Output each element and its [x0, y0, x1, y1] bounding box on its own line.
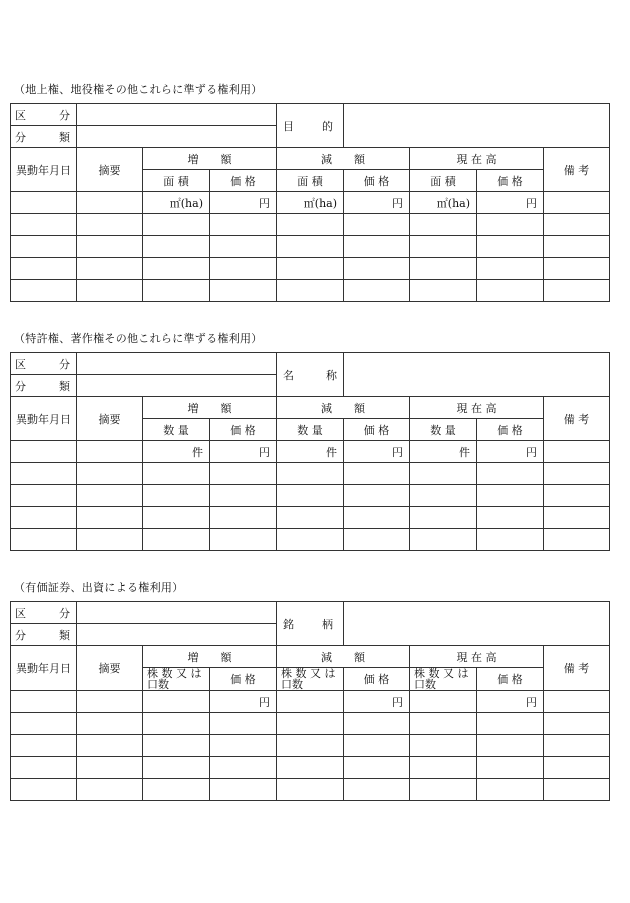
unit-count[interactable]: 件	[410, 441, 477, 463]
quantity-header: 数 量	[277, 419, 344, 441]
cell[interactable]	[77, 192, 143, 214]
gengaku-header: 減 額	[277, 148, 410, 170]
cell[interactable]	[544, 258, 610, 280]
cell[interactable]	[77, 485, 143, 507]
cell[interactable]	[277, 779, 344, 801]
cell[interactable]	[277, 485, 344, 507]
table-row	[11, 529, 610, 551]
tekiyo-header: 摘要	[77, 397, 143, 441]
cell[interactable]	[11, 779, 77, 801]
cell[interactable]	[77, 441, 143, 463]
cell[interactable]	[544, 757, 610, 779]
cell[interactable]	[477, 258, 544, 280]
cell[interactable]	[143, 529, 210, 551]
biko-header: 備 考	[544, 646, 610, 691]
price-header: 価 格	[477, 419, 544, 441]
table-row	[11, 507, 610, 529]
bunrui-field[interactable]	[77, 624, 277, 646]
cell[interactable]	[477, 485, 544, 507]
cell[interactable]	[77, 691, 143, 713]
cell[interactable]	[210, 236, 277, 258]
area-header: 面 積	[277, 170, 344, 192]
kubun-label: 区 分	[11, 104, 77, 126]
cell[interactable]	[11, 192, 77, 214]
unit-yen[interactable]: 円	[477, 691, 544, 713]
kubun-field[interactable]	[77, 602, 277, 624]
brand-field[interactable]	[344, 602, 610, 646]
gengaku-header: 減 額	[277, 646, 410, 668]
shares-header: 株 数 又 は 口数	[143, 668, 210, 691]
quantity-header: 数 量	[143, 419, 210, 441]
price-header: 価 格	[344, 170, 410, 192]
cell[interactable]	[143, 463, 210, 485]
purpose-label: 目 的	[277, 104, 344, 148]
ledger-table-land-rights	[10, 103, 610, 302]
cell[interactable]	[77, 214, 143, 236]
cell[interactable]	[477, 757, 544, 779]
cell[interactable]	[410, 258, 477, 280]
cell[interactable]	[210, 779, 277, 801]
biko-header: 備 考	[544, 397, 610, 441]
price-header: 価 格	[210, 668, 277, 691]
cell[interactable]	[277, 507, 344, 529]
table-row	[11, 280, 610, 302]
cell[interactable]	[210, 713, 277, 735]
cell[interactable]	[210, 735, 277, 757]
cell[interactable]	[544, 691, 610, 713]
cell[interactable]	[11, 485, 77, 507]
cell[interactable]	[210, 258, 277, 280]
cell[interactable]	[210, 485, 277, 507]
cell[interactable]	[77, 463, 143, 485]
table-row	[11, 258, 610, 280]
cell[interactable]	[544, 236, 610, 258]
table-row	[11, 214, 610, 236]
cell[interactable]	[544, 779, 610, 801]
table-row	[11, 485, 610, 507]
cell[interactable]	[477, 507, 544, 529]
section-caption: （特許権、著作権その他これらに準ずる権利用）	[14, 332, 263, 345]
table-row	[11, 463, 610, 485]
cell[interactable]	[410, 529, 477, 551]
ido-date-header: 異動年月日	[11, 646, 77, 691]
cell[interactable]	[277, 529, 344, 551]
cell[interactable]	[344, 258, 410, 280]
cell[interactable]	[410, 735, 477, 757]
biko-header: 備 考	[544, 148, 610, 192]
cell[interactable]	[544, 214, 610, 236]
cell[interactable]	[477, 735, 544, 757]
cell[interactable]	[277, 713, 344, 735]
kubun-label: 区 分	[11, 353, 77, 375]
cell[interactable]	[11, 507, 77, 529]
table-row	[11, 735, 610, 757]
cell[interactable]	[11, 529, 77, 551]
cell[interactable]	[143, 280, 210, 302]
cell[interactable]	[143, 757, 210, 779]
cell[interactable]	[544, 485, 610, 507]
cell[interactable]	[77, 258, 143, 280]
unit-row	[11, 691, 610, 713]
cell[interactable]	[11, 280, 77, 302]
cell[interactable]	[544, 735, 610, 757]
cell[interactable]	[210, 280, 277, 302]
unit-yen[interactable]: 円	[210, 192, 277, 214]
cell[interactable]	[544, 713, 610, 735]
area-header: 面 積	[143, 170, 210, 192]
ido-date-header: 異動年月日	[11, 397, 77, 441]
cell[interactable]	[210, 463, 277, 485]
cell[interactable]	[410, 280, 477, 302]
cell[interactable]	[544, 529, 610, 551]
cell[interactable]	[344, 735, 410, 757]
cell[interactable]	[277, 757, 344, 779]
gengaku-header: 減 額	[277, 397, 410, 419]
table-row	[11, 757, 610, 779]
genzaidaka-header: 現 在 高	[410, 148, 544, 170]
price-header: 価 格	[210, 170, 277, 192]
table-row	[11, 779, 610, 801]
cell[interactable]	[143, 507, 210, 529]
cell[interactable]	[477, 236, 544, 258]
bunrui-field[interactable]	[77, 126, 277, 148]
cell[interactable]	[344, 463, 410, 485]
cell[interactable]	[477, 280, 544, 302]
tekiyo-header: 摘要	[77, 646, 143, 691]
cell[interactable]	[277, 735, 344, 757]
bunrui-field[interactable]	[77, 375, 277, 397]
cell[interactable]	[11, 757, 77, 779]
cell[interactable]	[410, 757, 477, 779]
cell[interactable]	[11, 713, 77, 735]
cell[interactable]	[344, 236, 410, 258]
cell[interactable]	[11, 236, 77, 258]
cell[interactable]	[210, 757, 277, 779]
cell[interactable]	[77, 280, 143, 302]
unit-yen[interactable]: 円	[344, 691, 410, 713]
cell[interactable]	[143, 713, 210, 735]
cell[interactable]	[410, 485, 477, 507]
cell[interactable]	[344, 779, 410, 801]
cell[interactable]	[143, 236, 210, 258]
cell[interactable]	[277, 214, 344, 236]
genzaidaka-header: 現 在 高	[410, 646, 544, 668]
unit-yen[interactable]: 円	[344, 441, 410, 463]
cell[interactable]	[77, 713, 143, 735]
cell[interactable]	[477, 713, 544, 735]
genzaidaka-header: 現 在 高	[410, 397, 544, 419]
cell[interactable]	[277, 280, 344, 302]
cell[interactable]	[410, 507, 477, 529]
cell[interactable]	[143, 214, 210, 236]
cell[interactable]	[143, 258, 210, 280]
cell[interactable]	[344, 280, 410, 302]
cell[interactable]	[544, 192, 610, 214]
zougaku-header: 増 額	[143, 148, 277, 170]
cell[interactable]	[344, 713, 410, 735]
price-header: 価 格	[344, 419, 410, 441]
cell[interactable]	[11, 214, 77, 236]
cell[interactable]	[11, 691, 77, 713]
cell[interactable]	[410, 214, 477, 236]
cell[interactable]	[277, 463, 344, 485]
cell[interactable]	[11, 258, 77, 280]
cell[interactable]	[277, 691, 344, 713]
cell[interactable]	[143, 779, 210, 801]
price-header: 価 格	[344, 668, 410, 691]
zougaku-header: 増 額	[143, 646, 277, 668]
shares-header: 株 数 又 は 口数	[277, 668, 344, 691]
unit-yen[interactable]: 円	[344, 192, 410, 214]
unit-row	[11, 441, 610, 463]
ido-date-header: 異動年月日	[11, 148, 77, 192]
unit-area[interactable]: ㎡(ha)	[143, 192, 210, 214]
cell[interactable]	[143, 691, 210, 713]
cell[interactable]	[11, 441, 77, 463]
cell[interactable]	[410, 713, 477, 735]
ledger-table-patent-rights	[10, 352, 610, 551]
table-row	[11, 713, 610, 735]
bunrui-label: 分 類	[11, 126, 77, 148]
brand-label: 銘 柄	[277, 602, 344, 646]
table-row	[11, 236, 610, 258]
cell[interactable]	[344, 485, 410, 507]
unit-yen[interactable]: 円	[477, 192, 544, 214]
kubun-field[interactable]	[77, 104, 277, 126]
quantity-header: 数 量	[410, 419, 477, 441]
bunrui-label: 分 類	[11, 624, 77, 646]
cell[interactable]	[11, 735, 77, 757]
name-field[interactable]	[344, 353, 610, 397]
unit-area[interactable]: ㎡(ha)	[410, 192, 477, 214]
cell[interactable]	[77, 735, 143, 757]
cell[interactable]	[544, 441, 610, 463]
cell[interactable]	[410, 463, 477, 485]
tekiyo-header: 摘要	[77, 148, 143, 192]
cell[interactable]	[544, 463, 610, 485]
unit-row	[11, 192, 610, 214]
unit-area[interactable]: ㎡(ha)	[277, 192, 344, 214]
kubun-field[interactable]	[77, 353, 277, 375]
cell[interactable]	[77, 236, 143, 258]
price-header: 価 格	[210, 419, 277, 441]
cell[interactable]	[277, 236, 344, 258]
cell[interactable]	[344, 529, 410, 551]
cell[interactable]	[477, 529, 544, 551]
unit-yen[interactable]: 円	[210, 441, 277, 463]
cell[interactable]	[77, 757, 143, 779]
cell[interactable]	[344, 507, 410, 529]
cell[interactable]	[544, 507, 610, 529]
cell[interactable]	[210, 529, 277, 551]
cell[interactable]	[544, 280, 610, 302]
purpose-field[interactable]	[344, 104, 610, 148]
unit-count[interactable]: 件	[277, 441, 344, 463]
kubun-label: 区 分	[11, 602, 77, 624]
cell[interactable]	[143, 735, 210, 757]
bunrui-label: 分 類	[11, 375, 77, 397]
price-header: 価 格	[477, 668, 544, 691]
cell[interactable]	[77, 507, 143, 529]
cell[interactable]	[410, 236, 477, 258]
cell[interactable]	[410, 779, 477, 801]
ledger-table-securities	[10, 601, 610, 801]
cell[interactable]	[143, 485, 210, 507]
cell[interactable]	[477, 779, 544, 801]
cell[interactable]	[344, 757, 410, 779]
cell[interactable]	[210, 214, 277, 236]
name-label: 名 称	[277, 353, 344, 397]
shares-header: 株 数 又 は 口数	[410, 668, 477, 691]
unit-count[interactable]: 件	[143, 441, 210, 463]
zougaku-header: 増 額	[143, 397, 277, 419]
cell[interactable]	[410, 691, 477, 713]
cell[interactable]	[77, 529, 143, 551]
price-header: 価 格	[477, 170, 544, 192]
cell[interactable]	[477, 214, 544, 236]
section-caption: （有価証券、出資による権利用）	[14, 581, 184, 594]
cell[interactable]	[210, 507, 277, 529]
cell[interactable]	[477, 463, 544, 485]
cell[interactable]	[344, 214, 410, 236]
area-header: 面 積	[410, 170, 477, 192]
unit-yen[interactable]: 円	[210, 691, 277, 713]
section-caption: （地上権、地役権その他これらに準ずる権利用）	[14, 83, 263, 96]
cell[interactable]	[277, 258, 344, 280]
cell[interactable]	[77, 779, 143, 801]
unit-yen[interactable]: 円	[477, 441, 544, 463]
cell[interactable]	[11, 463, 77, 485]
